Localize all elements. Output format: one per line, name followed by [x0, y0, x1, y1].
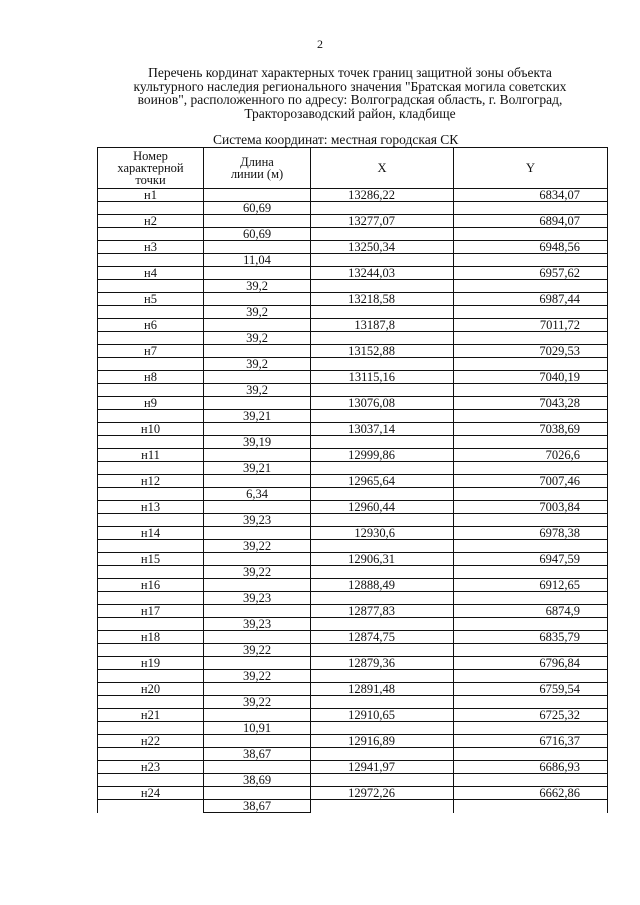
- header-line: характерной: [117, 161, 184, 175]
- point-name-cell: н22: [98, 735, 204, 748]
- empty-cell: [454, 540, 608, 553]
- y-coordinate-cell: 6947,59: [454, 553, 608, 566]
- empty-cell: [204, 267, 311, 280]
- header-line: точки: [135, 173, 166, 187]
- empty-cell: [454, 566, 608, 579]
- length-row: [98, 618, 608, 631]
- coordinates-table: [97, 147, 608, 813]
- empty-cell: [311, 592, 454, 605]
- x-coordinate-cell: 13286,22: [311, 189, 454, 202]
- empty-cell: [204, 553, 311, 566]
- empty-cell: [98, 644, 204, 657]
- empty-cell: [311, 514, 454, 527]
- table-row: [98, 735, 608, 748]
- point-name-cell: н16: [98, 579, 204, 592]
- length-row: [98, 722, 608, 735]
- length-row: [98, 592, 608, 605]
- header-line: Длина: [240, 155, 274, 169]
- empty-cell: [311, 306, 454, 319]
- point-name-cell: н18: [98, 631, 204, 644]
- point-name-cell: н4: [98, 267, 204, 280]
- empty-cell: [204, 631, 311, 644]
- empty-cell: [454, 462, 608, 475]
- empty-cell: [98, 800, 204, 813]
- empty-cell: [98, 696, 204, 709]
- empty-cell: [311, 384, 454, 397]
- empty-cell: [454, 306, 608, 319]
- empty-cell: [311, 722, 454, 735]
- empty-cell: [98, 592, 204, 605]
- x-coordinate-cell: 12916,89: [311, 735, 454, 748]
- point-name-cell: н7: [98, 345, 204, 358]
- point-name-cell: н1: [98, 189, 204, 202]
- x-coordinate-cell: 12879,36: [311, 657, 454, 670]
- empty-cell: [311, 800, 454, 813]
- y-coordinate-cell: 7003,84: [454, 501, 608, 514]
- length-row: [98, 410, 608, 423]
- empty-cell: [311, 436, 454, 449]
- line-length-cell: 6,34: [204, 488, 311, 501]
- empty-cell: [311, 696, 454, 709]
- header-y: Y: [454, 148, 608, 189]
- empty-cell: [98, 488, 204, 501]
- x-coordinate-cell: 12877,83: [311, 605, 454, 618]
- table-row: [98, 319, 608, 332]
- length-row: [98, 202, 608, 215]
- title-line: воинов", расположенного по адресу: Волгоградская область, г. Волгоград,: [137, 92, 563, 107]
- table-row: [98, 215, 608, 228]
- y-coordinate-cell: 6987,44: [454, 293, 608, 306]
- length-row: [98, 514, 608, 527]
- empty-cell: [454, 410, 608, 423]
- empty-cell: [204, 397, 311, 410]
- empty-cell: [311, 488, 454, 501]
- empty-cell: [311, 670, 454, 683]
- length-row: [98, 748, 608, 761]
- length-row: [98, 358, 608, 371]
- empty-cell: [454, 488, 608, 501]
- table-row: [98, 683, 608, 696]
- y-coordinate-cell: 6834,07: [454, 189, 608, 202]
- line-length-cell: 60,69: [204, 228, 311, 241]
- line-length-cell: 39,2: [204, 280, 311, 293]
- table-row: [98, 267, 608, 280]
- empty-cell: [204, 371, 311, 384]
- empty-cell: [311, 774, 454, 787]
- y-coordinate-cell: 7026,6: [454, 449, 608, 462]
- table-row: [98, 293, 608, 306]
- length-row: [98, 566, 608, 579]
- table-row: [98, 787, 608, 800]
- line-length-cell: 39,22: [204, 644, 311, 657]
- y-coordinate-cell: 7007,46: [454, 475, 608, 488]
- y-coordinate-cell: 7029,53: [454, 345, 608, 358]
- empty-cell: [311, 618, 454, 631]
- y-coordinate-cell: 6912,65: [454, 579, 608, 592]
- x-coordinate-cell: 12999,86: [311, 449, 454, 462]
- x-coordinate-cell: 12910,65: [311, 709, 454, 722]
- length-row: [98, 228, 608, 241]
- point-name-cell: н17: [98, 605, 204, 618]
- title-line: Тракторозаводский район, кладбище: [244, 105, 456, 121]
- length-row: [98, 540, 608, 553]
- empty-cell: [98, 228, 204, 241]
- empty-cell: [98, 254, 204, 267]
- point-name-cell: н21: [98, 709, 204, 722]
- empty-cell: [454, 618, 608, 631]
- point-name-cell: н15: [98, 553, 204, 566]
- x-coordinate-cell: 13250,34: [311, 241, 454, 254]
- empty-cell: [311, 202, 454, 215]
- empty-cell: [98, 410, 204, 423]
- empty-cell: [98, 618, 204, 631]
- empty-cell: [204, 189, 311, 202]
- empty-cell: [204, 683, 311, 696]
- table-row: [98, 657, 608, 670]
- length-row: [98, 384, 608, 397]
- point-name-cell: н8: [98, 371, 204, 384]
- point-name-cell: н13: [98, 501, 204, 514]
- empty-cell: [454, 228, 608, 241]
- y-coordinate-cell: 6725,32: [454, 709, 608, 722]
- empty-cell: [454, 592, 608, 605]
- table-row: [98, 371, 608, 384]
- line-length-cell: 39,22: [204, 696, 311, 709]
- y-coordinate-cell: 6957,62: [454, 267, 608, 280]
- y-coordinate-cell: 6716,37: [454, 735, 608, 748]
- length-row: [98, 644, 608, 657]
- document-title: [100, 66, 600, 120]
- point-name-cell: н24: [98, 787, 204, 800]
- empty-cell: [454, 280, 608, 293]
- empty-cell: [454, 358, 608, 371]
- y-coordinate-cell: 7040,19: [454, 371, 608, 384]
- length-row: [98, 436, 608, 449]
- line-length-cell: 39,23: [204, 592, 311, 605]
- empty-cell: [98, 540, 204, 553]
- line-length-cell: 39,19: [204, 436, 311, 449]
- empty-cell: [454, 436, 608, 449]
- empty-cell: [454, 774, 608, 787]
- point-name-cell: н5: [98, 293, 204, 306]
- empty-cell: [311, 644, 454, 657]
- x-coordinate-cell: 13076,08: [311, 397, 454, 410]
- table-row: [98, 501, 608, 514]
- y-coordinate-cell: 6662,86: [454, 787, 608, 800]
- empty-cell: [98, 436, 204, 449]
- empty-cell: [311, 462, 454, 475]
- empty-cell: [311, 566, 454, 579]
- line-length-cell: 39,23: [204, 618, 311, 631]
- empty-cell: [311, 410, 454, 423]
- title-line: Перечень кординат характерных точек границ защитной зоны объекта: [148, 65, 552, 80]
- coordinate-system-label: Система координат: местная городская СК: [213, 132, 459, 147]
- line-length-cell: 39,22: [204, 670, 311, 683]
- x-coordinate-cell: 12965,64: [311, 475, 454, 488]
- point-name-cell: н9: [98, 397, 204, 410]
- y-coordinate-cell: 6894,07: [454, 215, 608, 228]
- empty-cell: [311, 280, 454, 293]
- table-body: [98, 189, 608, 813]
- empty-cell: [204, 527, 311, 540]
- title-line: культурного наследия регионального значения "Братская могила советских: [133, 78, 567, 94]
- point-name-cell: н23: [98, 761, 204, 774]
- table-row: [98, 345, 608, 358]
- length-row: [98, 670, 608, 683]
- point-name-cell: н10: [98, 423, 204, 436]
- table-row: [98, 189, 608, 202]
- x-coordinate-cell: 13037,14: [311, 423, 454, 436]
- empty-cell: [454, 254, 608, 267]
- empty-cell: [204, 241, 311, 254]
- empty-cell: [311, 228, 454, 241]
- empty-cell: [454, 644, 608, 657]
- empty-cell: [204, 709, 311, 722]
- length-row: [98, 800, 608, 813]
- empty-cell: [204, 761, 311, 774]
- empty-cell: [98, 514, 204, 527]
- empty-cell: [204, 449, 311, 462]
- empty-cell: [204, 423, 311, 436]
- y-coordinate-cell: 7011,72: [454, 319, 608, 332]
- empty-cell: [98, 384, 204, 397]
- empty-cell: [454, 332, 608, 345]
- table-row: [98, 475, 608, 488]
- y-coordinate-cell: 7038,69: [454, 423, 608, 436]
- x-coordinate-cell: 12888,49: [311, 579, 454, 592]
- empty-cell: [98, 774, 204, 787]
- line-length-cell: 39,2: [204, 384, 311, 397]
- y-coordinate-cell: 6978,38: [454, 527, 608, 540]
- table-row: [98, 449, 608, 462]
- x-coordinate-cell: 12960,44: [311, 501, 454, 514]
- empty-cell: [98, 202, 204, 215]
- line-length-cell: 39,2: [204, 306, 311, 319]
- empty-cell: [98, 280, 204, 293]
- table-row: [98, 631, 608, 644]
- empty-cell: [311, 332, 454, 345]
- empty-cell: [311, 748, 454, 761]
- line-length-cell: 38,67: [204, 748, 311, 761]
- x-coordinate-cell: 13152,88: [311, 345, 454, 358]
- length-row: [98, 696, 608, 709]
- header-line: линии (м): [230, 167, 284, 181]
- x-coordinate-cell: 12972,26: [311, 787, 454, 800]
- page-number: 2: [317, 37, 323, 51]
- empty-cell: [454, 514, 608, 527]
- x-coordinate-cell: 13218,58: [311, 293, 454, 306]
- empty-cell: [98, 566, 204, 579]
- x-coordinate-cell: 12930,6: [311, 527, 454, 540]
- length-row: [98, 774, 608, 787]
- empty-cell: [98, 332, 204, 345]
- empty-cell: [454, 384, 608, 397]
- line-length-cell: 39,2: [204, 358, 311, 371]
- header-line: Номер: [133, 149, 168, 163]
- table-row: [98, 605, 608, 618]
- table-row: [98, 397, 608, 410]
- table-row: [98, 423, 608, 436]
- length-row: [98, 488, 608, 501]
- y-coordinate-cell: 6948,56: [454, 241, 608, 254]
- empty-cell: [454, 748, 608, 761]
- header-x: X: [311, 148, 454, 189]
- line-length-cell: 39,22: [204, 540, 311, 553]
- empty-cell: [98, 358, 204, 371]
- line-length-cell: 11,04: [204, 254, 311, 267]
- empty-cell: [311, 254, 454, 267]
- point-name-cell: н19: [98, 657, 204, 670]
- header-point-number: [98, 148, 204, 189]
- length-row: [98, 332, 608, 345]
- empty-cell: [454, 696, 608, 709]
- x-coordinate-cell: 12906,31: [311, 553, 454, 566]
- y-coordinate-cell: 6686,93: [454, 761, 608, 774]
- point-name-cell: н14: [98, 527, 204, 540]
- x-coordinate-cell: 12891,48: [311, 683, 454, 696]
- line-length-cell: 39,22: [204, 566, 311, 579]
- empty-cell: [204, 215, 311, 228]
- table-row: [98, 553, 608, 566]
- x-coordinate-cell: 13244,03: [311, 267, 454, 280]
- x-coordinate-cell: 12874,75: [311, 631, 454, 644]
- point-name-cell: н20: [98, 683, 204, 696]
- y-coordinate-cell: 6835,79: [454, 631, 608, 644]
- empty-cell: [98, 722, 204, 735]
- empty-cell: [204, 787, 311, 800]
- line-length-cell: 39,21: [204, 410, 311, 423]
- x-coordinate-cell: 13115,16: [311, 371, 454, 384]
- empty-cell: [204, 293, 311, 306]
- empty-cell: [204, 657, 311, 670]
- line-length-cell: 60,69: [204, 202, 311, 215]
- table-row: [98, 241, 608, 254]
- empty-cell: [204, 605, 311, 618]
- length-row: [98, 254, 608, 267]
- empty-cell: [98, 462, 204, 475]
- line-length-cell: 38,69: [204, 774, 311, 787]
- y-coordinate-cell: 6759,54: [454, 683, 608, 696]
- point-name-cell: н12: [98, 475, 204, 488]
- line-length-cell: 39,21: [204, 462, 311, 475]
- y-coordinate-cell: 6874,9: [454, 605, 608, 618]
- point-name-cell: н2: [98, 215, 204, 228]
- empty-cell: [204, 319, 311, 332]
- length-row: [98, 462, 608, 475]
- table-row: [98, 761, 608, 774]
- length-row: [98, 306, 608, 319]
- y-coordinate-cell: 6796,84: [454, 657, 608, 670]
- empty-cell: [311, 358, 454, 371]
- empty-cell: [204, 579, 311, 592]
- table-header-row: [98, 148, 608, 189]
- empty-cell: [204, 475, 311, 488]
- line-length-cell: 38,67: [204, 800, 311, 813]
- line-length-cell: 10,91: [204, 722, 311, 735]
- table-row: [98, 527, 608, 540]
- empty-cell: [204, 735, 311, 748]
- x-coordinate-cell: 12941,97: [311, 761, 454, 774]
- table-row: [98, 579, 608, 592]
- x-coordinate-cell: 13187,8: [311, 319, 454, 332]
- empty-cell: [311, 540, 454, 553]
- empty-cell: [454, 670, 608, 683]
- point-name-cell: н3: [98, 241, 204, 254]
- empty-cell: [204, 345, 311, 358]
- empty-cell: [98, 306, 204, 319]
- empty-cell: [98, 670, 204, 683]
- table-row: [98, 709, 608, 722]
- line-length-cell: 39,23: [204, 514, 311, 527]
- point-name-cell: н11: [98, 449, 204, 462]
- length-row: [98, 280, 608, 293]
- empty-cell: [454, 722, 608, 735]
- empty-cell: [204, 501, 311, 514]
- empty-cell: [454, 800, 608, 813]
- line-length-cell: 39,2: [204, 332, 311, 345]
- empty-cell: [454, 202, 608, 215]
- y-coordinate-cell: 7043,28: [454, 397, 608, 410]
- header-line-length: [204, 148, 311, 189]
- point-name-cell: н6: [98, 319, 204, 332]
- x-coordinate-cell: 13277,07: [311, 215, 454, 228]
- empty-cell: [98, 748, 204, 761]
